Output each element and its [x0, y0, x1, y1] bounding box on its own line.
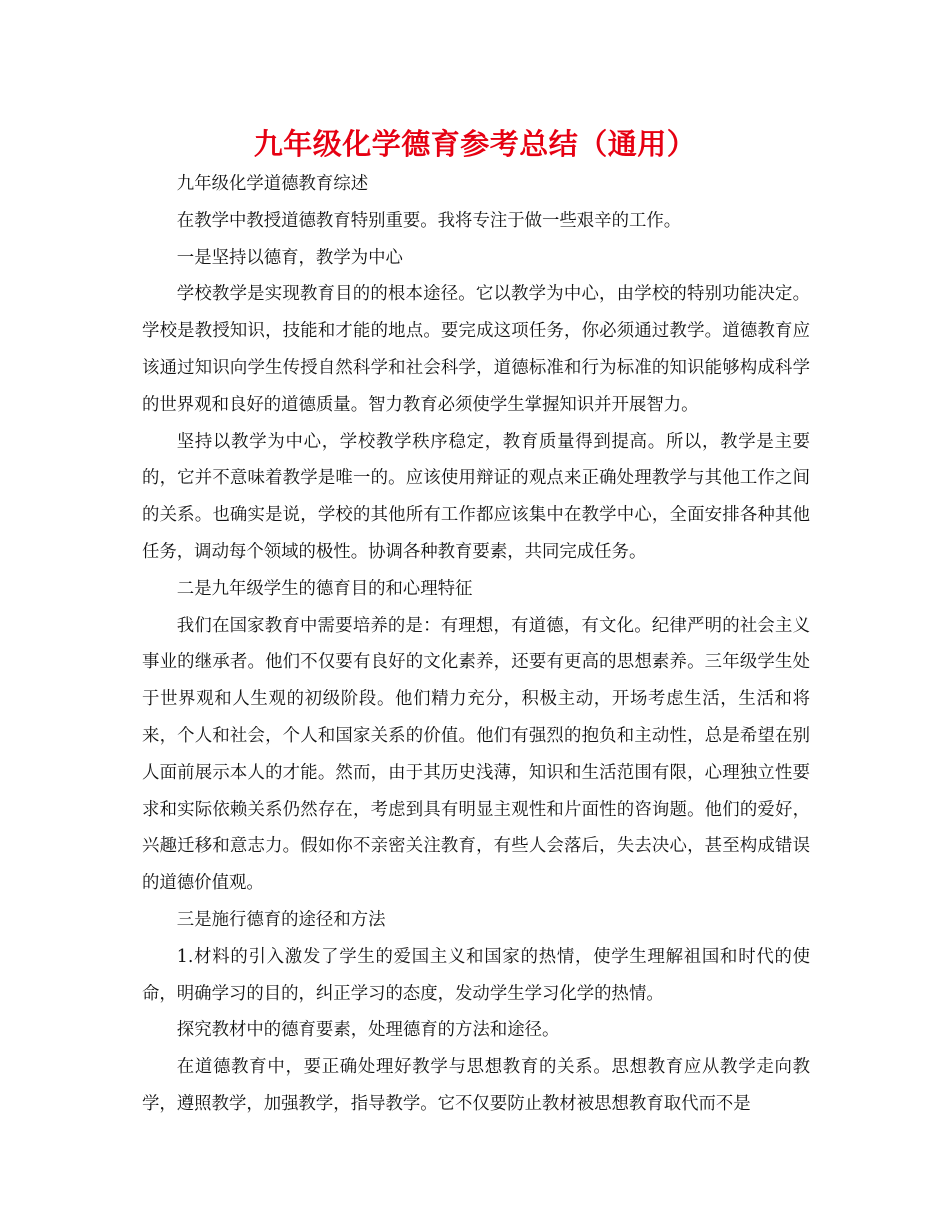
paragraph: 1.材料的引入激发了学生的爱国主义和国家的热情，使学生理解祖国和时代的使命，明确学习的目的，纠正学习的态度，发动学生学习化学的热情。: [142, 946, 810, 1004]
paragraph: 我们在国家教育中需要培养的是：有理想，有道德，有文化。纪律严明的社会主义事业的继承者。他们不仅要有良好的文化素养，还要有更高的思想素养。三年级学生处于世界观和人生观的初级阶段。他们精力充分，积极主动，开场考虑生活，生活和将来，个人和社会，个人和国家关系的价值。他们有强烈的抱负和主动性，总是希望在别人面前展示本人的才能。然而，由于其历史浅薄，知识和生活范围有限，心理独立性要求和实际依赖关系仍然存在，考虑到具有明显主观性和片面性的咨询题。他们的爱好，兴趣迁移和意志力。假如你不亲密关注教育，有些人会落后，失去决心，甚至构成错误的道德价值观。: [142, 615, 810, 894]
document-body: [142, 166, 810, 1123]
paragraph: 在道德教育中，要正确处理好教学与思想教育的关系。思想教育应从教学走向教学，遵照教学，加强教学，指导教学。它不仅要防止教材被思想教育取代而不是: [142, 1057, 810, 1114]
section-heading: 二是九年级学生的德育目的和心理特征: [176, 578, 473, 599]
section-heading: 三是施行德育的途径和方法: [176, 909, 386, 930]
paragraph: 探究教材中的德育要素，处理德育的方法和途径。: [176, 1020, 560, 1041]
paragraph: 九年级化学道德教育综述: [176, 174, 369, 194]
paragraph: 在教学中教授道德教育特别重要。我将专注于做一些艰辛的工作。: [176, 210, 682, 231]
paragraph: 坚持以教学为中心，学校教学秩序稳定，教育质量得到提高。所以，教学是主要的，它并不意味着教学是唯一的。应该使用辩证的观点来正确处理教学与其他工作之间的关系。也确实是说，学校的其他所有工作都应该集中在教学中心，全面安排各种其他任务，调动每个领域的极性。协调各种教育要素，共同完成任务。: [142, 431, 810, 562]
section-heading: 一是坚持以德育，教学为中心: [176, 247, 403, 268]
paragraph: 学校教学是实现教育目的的根本途径。它以教学为中心，由学校的特别功能决定。学校是教授知识，技能和才能的地点。要完成这项任务，你必须通过教学。道德教育应该通过知识向学生传授自然科学和社会科学，道德标准和行为标准的知识能够构成科学的世界观和良好的道德质量。智力教育必须使学生掌握知识并开展智力。: [142, 284, 810, 415]
document-title: 九年级化学德育参考总结（通用）: [253, 127, 697, 161]
